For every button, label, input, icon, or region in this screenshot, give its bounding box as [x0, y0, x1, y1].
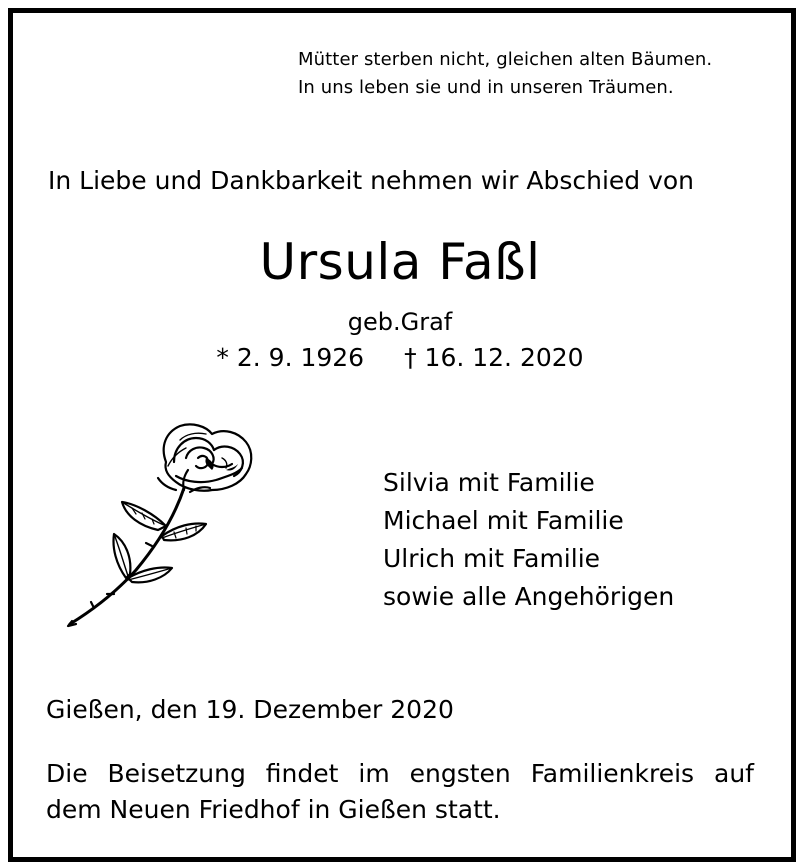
- burial-notice: [46, 756, 754, 828]
- notice-word: engsten: [409, 759, 511, 788]
- mourner-entry: Ulrich mit Familie: [383, 544, 601, 573]
- notice-word: Familienkreis: [530, 759, 695, 788]
- mourners-list: [383, 464, 674, 616]
- notice-word: Beisetzung: [107, 759, 246, 788]
- motto-verse: [298, 46, 712, 102]
- notice-word: Die: [46, 759, 88, 788]
- mourner-entry: Silvia mit Familie: [383, 468, 595, 497]
- motto-line-1: Mütter sterben nicht, gleichen alten Bäumen.: [298, 49, 713, 70]
- deceased-name: Ursula Faßl: [259, 233, 541, 291]
- notice-word: findet: [265, 759, 339, 788]
- burial-notice-line-2: dem Neuen Friedhof in Gießen statt.: [46, 795, 501, 824]
- burial-notice-line-1: [46, 756, 754, 792]
- notice-word: im: [358, 759, 390, 788]
- mourner-entry: sowie alle Angehörigen: [383, 582, 675, 611]
- motto-line-2: In uns leben sie und in unseren Träumen.: [298, 77, 674, 98]
- intro-text: In Liebe und Dankbarkeit nehmen wir Abschied von: [48, 166, 695, 195]
- birth-date: * 2. 9. 1926: [216, 343, 365, 372]
- mourner-entry: Michael mit Familie: [383, 506, 624, 535]
- life-dates: [0, 340, 800, 376]
- birth-name: geb.Graf: [347, 308, 453, 336]
- notice-word: auf: [714, 759, 754, 788]
- rose-illustration-icon: [56, 418, 266, 630]
- death-date: † 16. 12. 2020: [404, 343, 584, 372]
- place-and-date: Gießen, den 19. Dezember 2020: [46, 695, 454, 724]
